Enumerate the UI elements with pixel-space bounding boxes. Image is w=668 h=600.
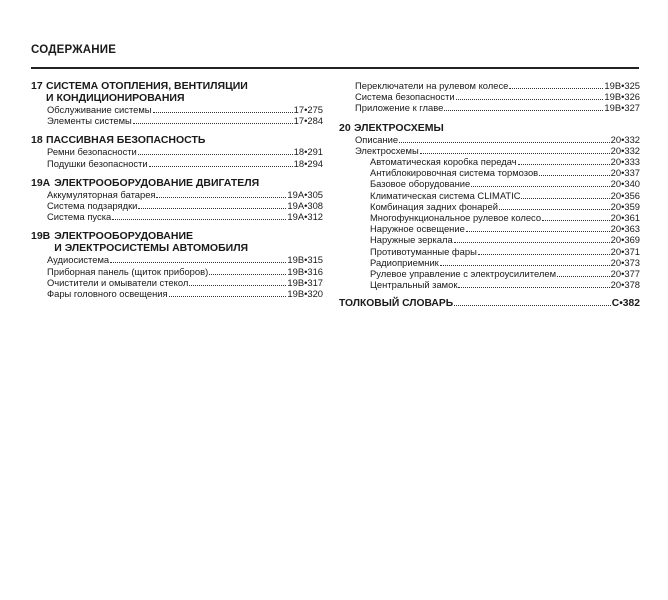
entry-label: Базовое оборудование xyxy=(370,178,471,190)
entry-page: 19B•327 xyxy=(604,102,640,114)
entry-label: Центральный замок xyxy=(370,279,458,291)
toc-entry[interactable] xyxy=(31,189,323,200)
entry-label: Наружные зеркала xyxy=(370,234,453,246)
entry-label: Аккумуляторная батарея xyxy=(47,188,156,200)
toc-subentry[interactable] xyxy=(339,201,640,212)
entry-label: Переключатели на рулевом колесе xyxy=(355,80,509,91)
toc-entry[interactable] xyxy=(339,80,640,91)
entry-label: Комбинация задних фонарей xyxy=(370,200,498,212)
dot-leader xyxy=(542,220,610,221)
left-column xyxy=(31,80,323,307)
toc-entry[interactable] xyxy=(31,158,323,169)
entry-label: Климатическая система CLIMATIC xyxy=(370,189,521,201)
entry-label: Элементы системы xyxy=(47,115,132,127)
entry-page: 20•332 xyxy=(610,144,640,156)
section-title: СИСТЕМА ОТОПЛЕНИЯ, ВЕНТИЛЯЦИИ И КОНДИЦИОНИРОВАНИЯ xyxy=(46,80,248,104)
dot-leader xyxy=(440,265,610,266)
dot-leader xyxy=(466,231,610,232)
dot-leader xyxy=(399,142,610,143)
toc-subentry[interactable] xyxy=(339,156,640,167)
entry-page: 20•373 xyxy=(610,256,640,268)
entry-label: Система подзарядки xyxy=(47,200,138,212)
title-divider xyxy=(31,67,639,69)
toc-entry[interactable] xyxy=(31,115,323,126)
dot-leader xyxy=(478,254,610,255)
dot-leader xyxy=(454,242,610,243)
entry-label: Приложение к главе xyxy=(355,102,444,114)
section-20 xyxy=(339,122,640,291)
section-number: 19B xyxy=(31,230,51,243)
entry-page: С•382 xyxy=(611,298,640,310)
entry-page: 20•356 xyxy=(610,189,640,201)
entry-page: 20•377 xyxy=(610,268,640,280)
dot-leader xyxy=(509,88,603,89)
section-19b-continued xyxy=(339,80,640,114)
toc-subentry[interactable] xyxy=(339,268,640,279)
toc-subentry[interactable] xyxy=(339,178,640,189)
toc-subentry[interactable] xyxy=(339,279,640,290)
section-title: ПАССИВНАЯ БЕЗОПАСНОСТЬ xyxy=(46,134,206,147)
dot-leader xyxy=(444,110,603,111)
dot-leader xyxy=(456,99,604,100)
entry-label: Описание xyxy=(355,133,399,145)
toc-entry[interactable] xyxy=(339,134,640,145)
glossary-section xyxy=(339,298,640,309)
entry-label: Наружное освещение xyxy=(370,223,465,235)
dot-leader xyxy=(458,287,609,288)
entry-label: Радиоприемник xyxy=(370,256,439,268)
section-19a xyxy=(31,177,323,223)
entry-page: 19B•325 xyxy=(604,80,640,91)
entry-page: 20•332 xyxy=(610,133,640,145)
entry-page: 18•291 xyxy=(293,146,323,158)
entry-page: 20•371 xyxy=(610,245,640,257)
toc-entry[interactable] xyxy=(31,277,323,288)
toc-subentry[interactable] xyxy=(339,234,640,245)
toc-subentry[interactable] xyxy=(339,212,640,223)
toc-entry[interactable] xyxy=(31,200,323,211)
entry-page: 20•378 xyxy=(610,279,640,291)
toc-entry[interactable] xyxy=(31,211,323,222)
entry-page: 20•333 xyxy=(610,156,640,168)
section-number: 19A xyxy=(31,176,51,189)
entry-label: Антиблокировочная система тормозов xyxy=(370,167,539,179)
entry-label: Аудиосистема xyxy=(47,254,110,266)
toc-entry[interactable] xyxy=(339,145,640,156)
entry-label: Противотуманные фары xyxy=(370,245,477,257)
toc-subentry[interactable] xyxy=(339,167,640,178)
dot-leader xyxy=(499,209,610,210)
dot-leader xyxy=(138,154,293,155)
entry-page: 19B•326 xyxy=(604,91,640,103)
entry-page: 19A•312 xyxy=(287,211,323,223)
entry-label: Автоматическая коробка передач xyxy=(370,156,517,168)
entry-label: Система пуска xyxy=(47,211,112,223)
entry-page: 18•294 xyxy=(293,157,323,169)
section-title: ЭЛЕКТРООБОРУДОВАНИЕ ДВИГАТЕЛЯ xyxy=(54,176,260,189)
section-heading xyxy=(31,177,323,189)
section-heading xyxy=(31,80,323,104)
section-heading xyxy=(31,134,323,146)
page-title: СОДЕРЖАНИЕ xyxy=(31,44,117,56)
toc-subentry[interactable] xyxy=(339,246,640,257)
dot-leader xyxy=(521,198,609,199)
section-title: ЭЛЕКТРОСХЕМЫ xyxy=(354,121,444,134)
toc-subentry[interactable] xyxy=(339,223,640,234)
entry-page: 20•369 xyxy=(610,234,640,246)
dot-leader xyxy=(420,153,610,154)
section-number: 18 xyxy=(31,134,43,147)
entry-page: 17•284 xyxy=(293,115,323,127)
toc-entry[interactable] xyxy=(339,91,640,102)
dot-leader xyxy=(149,166,293,167)
toc-entry[interactable] xyxy=(339,102,640,113)
section-number: 17 xyxy=(31,80,43,92)
entry-label: Многофункциональное рулевое колесо xyxy=(370,212,542,224)
entry-page: 20•363 xyxy=(610,223,640,235)
toc-entry[interactable] xyxy=(31,266,323,277)
entry-label: Ремни безопасности xyxy=(47,146,137,158)
toc-subentry[interactable] xyxy=(339,257,640,268)
entry-page: 20•359 xyxy=(610,200,640,212)
entry-page: 19A•305 xyxy=(287,188,323,200)
entry-page: 20•340 xyxy=(610,178,640,190)
section-heading xyxy=(339,122,640,134)
dot-leader xyxy=(156,197,286,198)
dot-leader xyxy=(153,112,293,113)
dot-leader xyxy=(539,175,610,176)
entry-page: 19A•308 xyxy=(287,200,323,212)
dot-leader xyxy=(169,296,287,297)
entry-label: ТОЛКОВЫЙ СЛОВАРЬ xyxy=(339,298,454,310)
dot-leader xyxy=(471,186,609,187)
toc-entry[interactable] xyxy=(31,254,323,265)
toc-entry[interactable] xyxy=(31,104,323,115)
dot-leader xyxy=(133,123,293,124)
toc-entry[interactable] xyxy=(31,288,323,299)
entry-label: Очистители и омыватели стекол xyxy=(47,276,189,288)
dot-leader xyxy=(518,164,610,165)
entry-label: Фары головного освещения xyxy=(47,288,168,300)
right-column xyxy=(339,80,640,318)
section-title: ЭЛЕКТРООБОРУДОВАНИЕ И ЭЛЕКТРОСИСТЕМЫ АВТОМОБИЛЯ xyxy=(54,230,249,255)
section-19b xyxy=(31,230,323,299)
section-number: 20 xyxy=(339,121,351,134)
toc-entry[interactable] xyxy=(31,146,323,157)
entry-page: 19B•316 xyxy=(287,265,323,277)
dot-leader xyxy=(557,276,610,277)
dot-leader xyxy=(454,305,611,306)
dot-leader xyxy=(189,285,286,286)
entry-label: Обслуживание системы xyxy=(47,104,152,115)
entry-label: Система безопасности xyxy=(355,91,455,103)
entry-label: Подушки безопасности xyxy=(47,157,148,169)
section-18 xyxy=(31,134,323,168)
dot-leader xyxy=(112,219,286,220)
entry-label: Электросхемы xyxy=(355,144,419,156)
entry-label: Рулевое управление с электроусилителем xyxy=(370,268,557,280)
section-17 xyxy=(31,80,323,126)
entry-page: 20•337 xyxy=(610,167,640,179)
entry-page: 17•275 xyxy=(293,104,323,115)
dot-leader xyxy=(138,208,286,209)
entry-label: Приборная панель (щиток приборов) xyxy=(47,265,209,277)
dot-leader xyxy=(209,274,286,275)
entry-page: 19B•320 xyxy=(287,288,323,300)
toc-entry-glossary[interactable] xyxy=(339,298,640,309)
entry-page: 20•361 xyxy=(610,212,640,224)
entry-page: 19B•315 xyxy=(287,254,323,266)
section-heading xyxy=(31,230,323,254)
dot-leader xyxy=(110,262,286,263)
entry-page: 19B•317 xyxy=(287,276,323,288)
toc-subentry[interactable] xyxy=(339,190,640,201)
